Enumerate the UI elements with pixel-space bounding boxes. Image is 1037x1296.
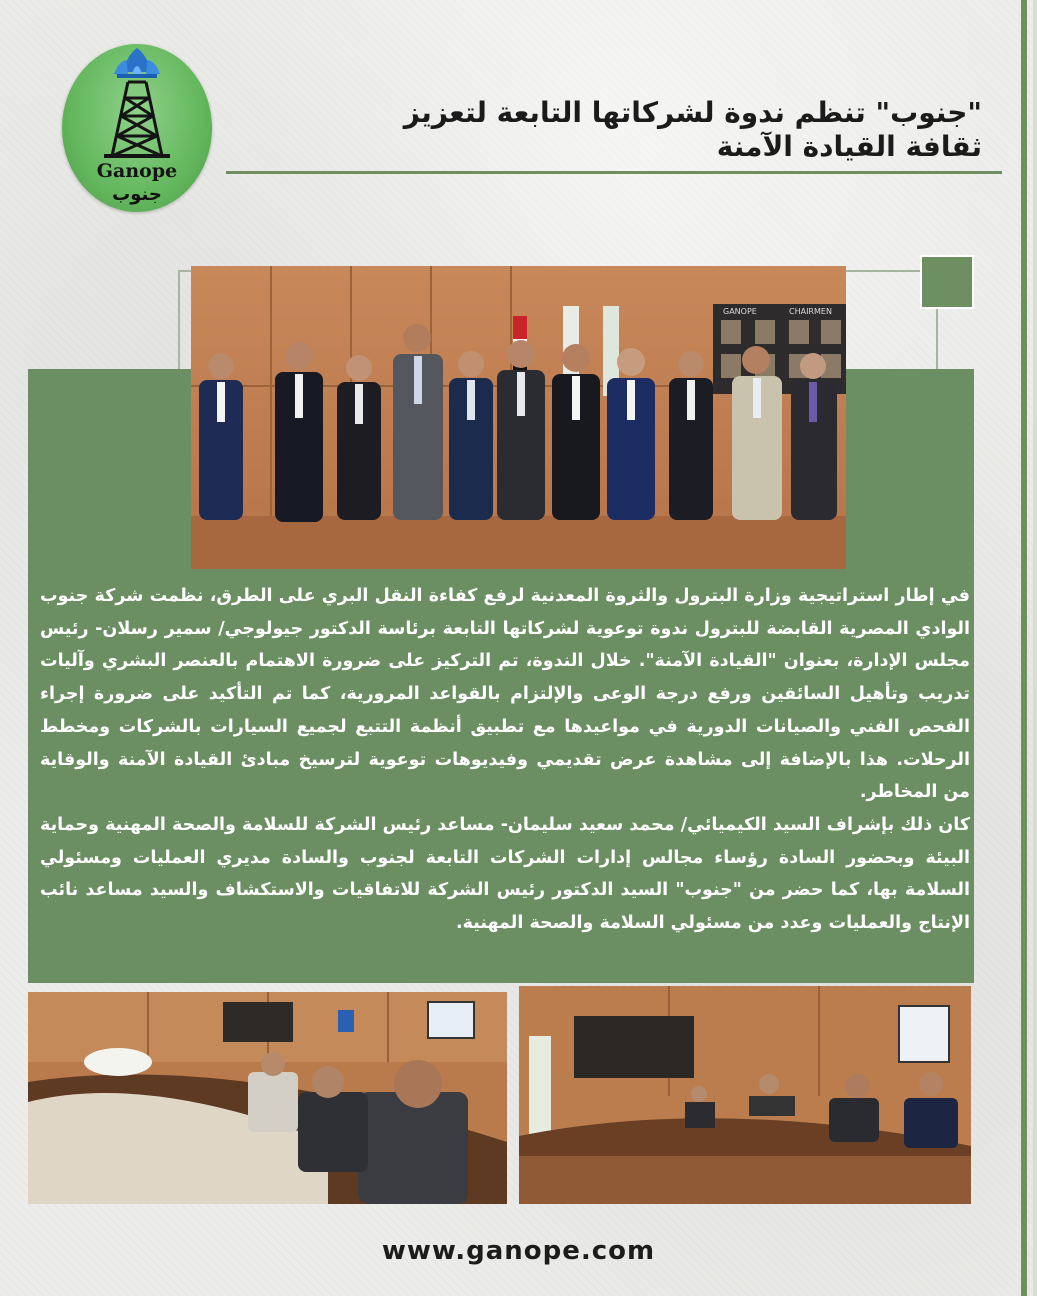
right-edge-stripe [1033, 0, 1037, 1296]
decorative-square [920, 255, 974, 309]
website-url[interactable]: www.ganope.com [381, 1236, 656, 1266]
group-photo-image [191, 266, 846, 569]
article-paragraph-2: كان ذلك بإشراف السيد الكيميائي/ محمد سعيد سليمان- مساعد رئيس الشركة للسلامة والصحة المهنية وحماية البيئة وبحضور السادة رؤساء مجالس إدارات الشركات التابعة لجنوب والسادة مديري العمليات ومسئولي السلامة بها، كما حضر من "جنوب" السيد الدكتور رئيس الشركة للاتفاقيات والاستكشاف والسيد مساعد نائب الإنتاج والعمليات وعدد من مسئولي السلامة والصحة المهنية. [40, 814, 970, 934]
title-line-2: ثقافة القيادة الآمنة [716, 130, 982, 163]
title-underline [226, 171, 1002, 174]
group-photo [191, 266, 846, 569]
logo-english-name: Ganope [96, 160, 178, 182]
meeting-photo-left-image [28, 992, 507, 1204]
article-paragraph-1: في إطار استراتيجية وزارة البترول والثروة المعدنية لرفع كفاءة النقل البري على الطرق، نظمت شركة جنوب الوادي المصرية القابضة للبترول ندوة توعوية لشركاتها التابعة برئاسة الدكتور جيولوجي/ سمير رسلان- رئيس مجلس الإدارة، بعنوان "القيادة الآمنة". خلال الندوة، تم التركيز على ضرورة الاهتمام بالعنصر البشري وآليات تدريب وتأهيل السائقين ورفع درجة الوعى والإلتزام بالقواعد المرورية، كما تم التأكيد على ضرورة إجراء الفحص الفني والصيانات الدورية في مواعيدها مع تطبيق أنظمة التتبع لجميع السيارات بالشركات ومخطط الرحلات. هذا بالإضافة إلى مشاهدة عرض تقديمي وفيديوهات توعوية لترسيخ مبادئ القيادة الآمنة والوقاية من المخاطر. [40, 586, 970, 803]
right-accent-stripe [1021, 0, 1027, 1296]
wall-sign-chairmen: CHAIRMEN [789, 307, 832, 316]
page-title [282, 96, 982, 164]
wall-sign-ganope: GANOPE [723, 307, 757, 316]
article-body [40, 580, 970, 940]
title-line-1: "جنوب" تنظم ندوة لشركاتها التابعة لتعزيز [403, 96, 982, 129]
meeting-photo-right-image [519, 986, 971, 1204]
meeting-photo-right [519, 986, 971, 1204]
ganope-logo [62, 44, 212, 212]
logo-arabic-name: جنوب [112, 184, 162, 205]
frame-line-left [178, 270, 180, 370]
meeting-photo-left [28, 992, 507, 1204]
